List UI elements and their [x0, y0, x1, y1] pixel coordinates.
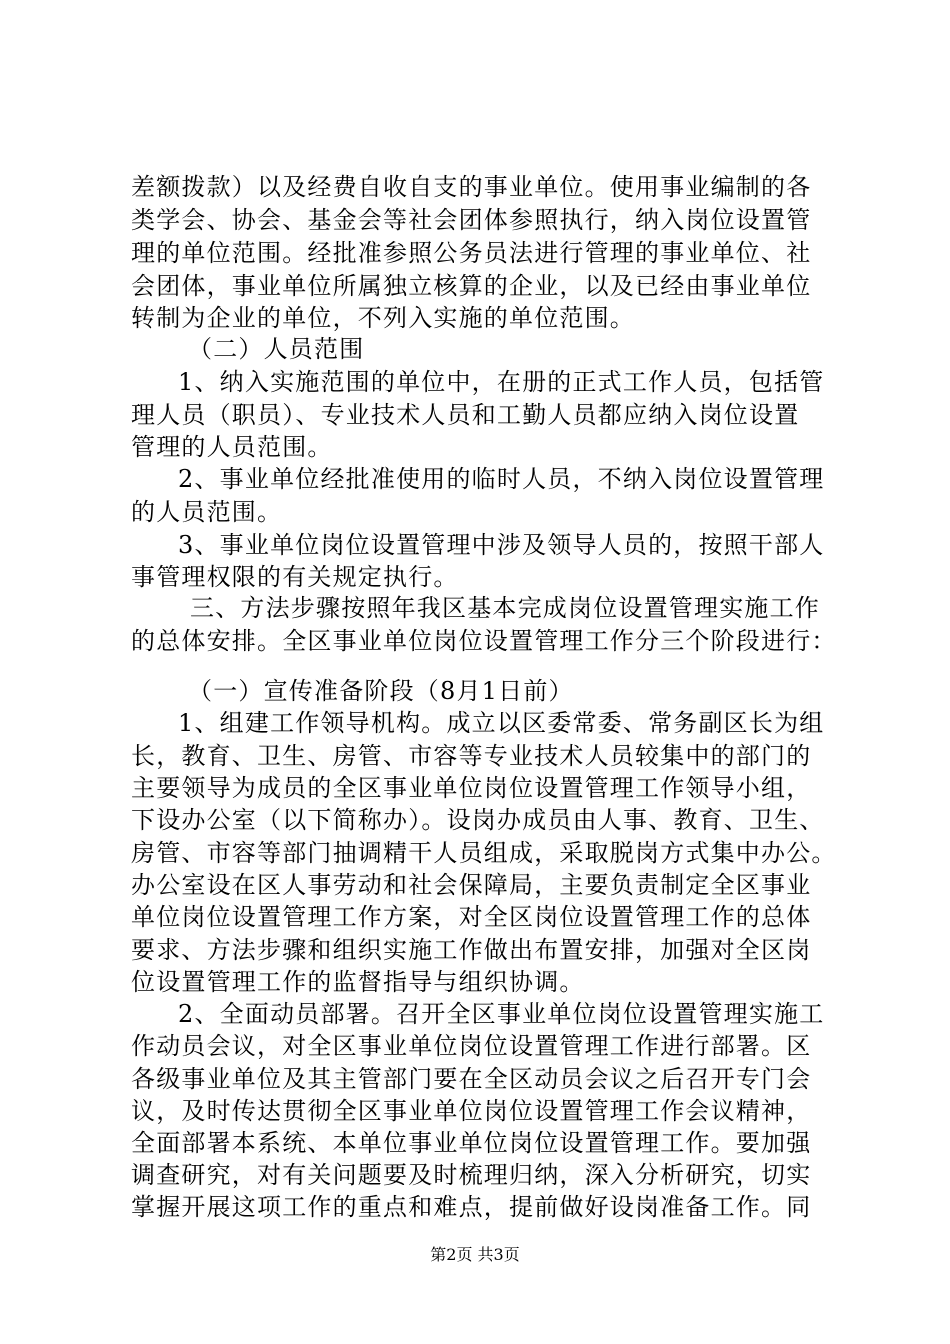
body-text-line: 管理的人员范围。: [131, 433, 333, 461]
page-number-footer: 第2页 共3页: [430, 1245, 520, 1264]
section-heading: （二）人员范围: [188, 335, 365, 363]
body-text-line: 2、全面动员部署。召开全区事业单位岗位设置管理实施工: [178, 1000, 825, 1028]
body-text-line: 会团体，事业单位所属独立核算的企业，以及已经由事业单位: [131, 272, 812, 300]
body-text-line: 办公室设在区人事劳动和社会保障局，主要负责制定全区事业: [131, 871, 812, 899]
body-text-line: 1、组建工作领导机构。成立以区委常委、常务副区长为组: [178, 709, 825, 737]
body-text-line: 调查研究，对有关问题要及时梳理归纳，深入分析研究，切实: [131, 1161, 812, 1189]
body-text-line: 掌握开展这项工作的重点和难点，提前做好设岗准备工作。同: [131, 1193, 812, 1221]
body-text-line: 作动员会议，对全区事业单位岗位设置管理工作进行部署。区: [131, 1032, 812, 1060]
body-text-line: 长，教育、卫生、房管、市容等专业技术人员较集中的部门的: [131, 742, 812, 770]
section-heading: 三、方法步骤按照年我区基本完成岗位设置管理实施工作: [190, 594, 820, 622]
body-text-line: 差额拨款）以及经费自收自支的事业单位。使用事业编制的各: [131, 173, 812, 201]
body-text-line: 转制为企业的单位，不列入实施的单位范围。: [131, 304, 635, 332]
body-text-line: 理人员（职员）、专业技术人员和工勤人员都应纳入岗位设置: [131, 401, 800, 429]
body-text-line: 类学会、协会、基金会等社会团体参照执行，纳入岗位设置管: [131, 206, 812, 234]
body-text-line: 各级事业单位及其主管部门要在全区动员会议之后召开专门会: [131, 1065, 812, 1093]
body-text-line: 房管、市容等部门抽调精干人员组成，采取脱岗方式集中办公。: [131, 839, 837, 867]
body-text-line: 全面部署本系统、本单位事业单位岗位设置管理工作。要加强: [131, 1129, 812, 1157]
body-text-line: 事管理权限的有关规定执行。: [131, 563, 459, 591]
body-text-line: 下设办公室（以下简称办）。设岗办成员由人事、教育、卫生、: [131, 806, 825, 834]
body-text-line: 主要领导为成员的全区事业单位岗位设置管理工作领导小组，: [131, 774, 812, 802]
body-text-line: 议，及时传达贯彻全区事业单位岗位设置管理工作会议精神，: [131, 1097, 812, 1125]
body-text-line: 理的单位范围。经批准参照公务员法进行管理的事业单位、社: [131, 239, 812, 267]
body-text-line: 的总体安排。全区事业单位岗位设置管理工作分三个阶段进行：: [131, 627, 837, 655]
body-text-line: 3、事业单位岗位设置管理中涉及领导人员的，按照干部人: [178, 531, 825, 559]
body-text-line: 的人员范围。: [131, 498, 283, 526]
body-text-line: 要求、方法步骤和组织实施工作做出布置安排，加强对全区岗: [131, 936, 812, 964]
body-text-line: 位设置管理工作的监督指导与组织协调。: [131, 968, 585, 996]
body-text-line: 单位岗位设置管理工作方案，对全区岗位设置管理工作的总体: [131, 903, 812, 931]
body-text-line: 2、事业单位经批准使用的临时人员，不纳入岗位设置管理: [178, 465, 825, 493]
subsection-heading: （一）宣传准备阶段（8月1日前）: [188, 677, 574, 705]
body-text-line: 1、纳入实施范围的单位中，在册的正式工作人员，包括管: [178, 368, 825, 396]
